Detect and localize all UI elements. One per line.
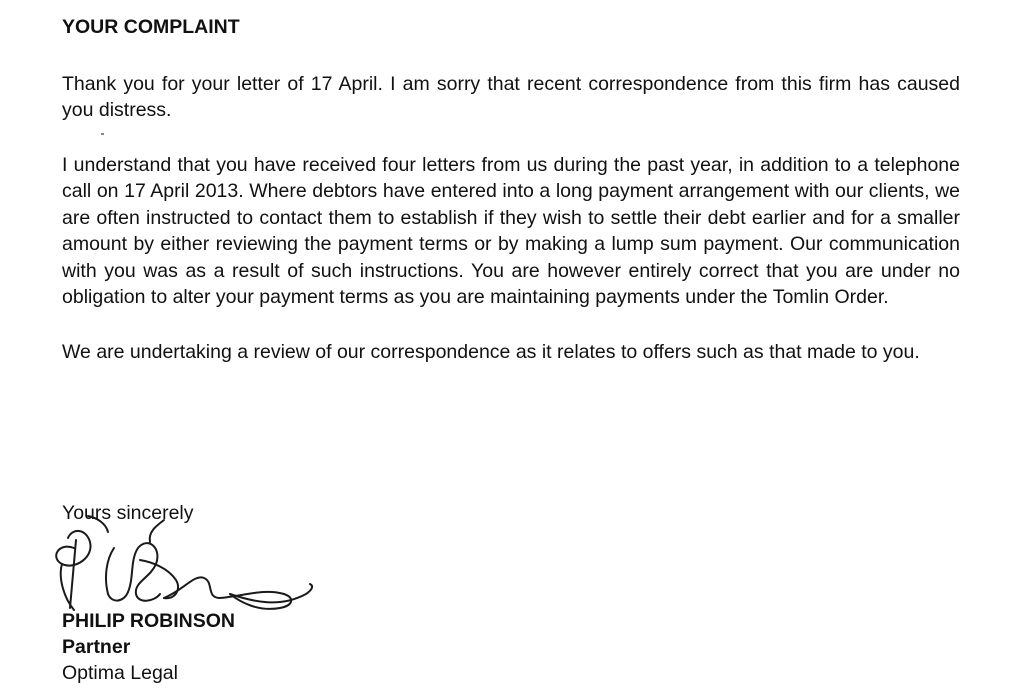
letter-heading: YOUR COMPLAINT [62, 16, 240, 38]
paragraph-review: We are undertaking a review of our correspondence as it relates to offers such as that made to you. [62, 340, 920, 363]
signature-block [62, 608, 235, 686]
paragraph-explanation: I understand that you have received four letters from us during the past year, in addition to a telephone call on 17 April 2013. Where debtors have entered into a long payment arrangement with our clients, we are often instructed to contact them to establish if they wish to settle their debt earlier and for a smaller amount by either reviewing the payment terms or by making a lump sum payment. Our communication with you was as a result of such instructions. You are however entirely correct that you are under no obligation to alter your payment terms as you are maintaining payments under the Tomlin Order. [62, 153, 960, 308]
paragraph-thanks: Thank you for your letter of 17 April. I am sorry that recent correspondence from this firm has caused you distress. [62, 72, 960, 121]
signatory-title: Partner [62, 636, 131, 658]
signatory-name: PHILIP ROBINSON [62, 610, 235, 632]
closing-salutation: Yours sincerely [62, 502, 194, 524]
signatory-company: Optima Legal [62, 662, 178, 684]
letter-body [62, 14, 960, 393]
